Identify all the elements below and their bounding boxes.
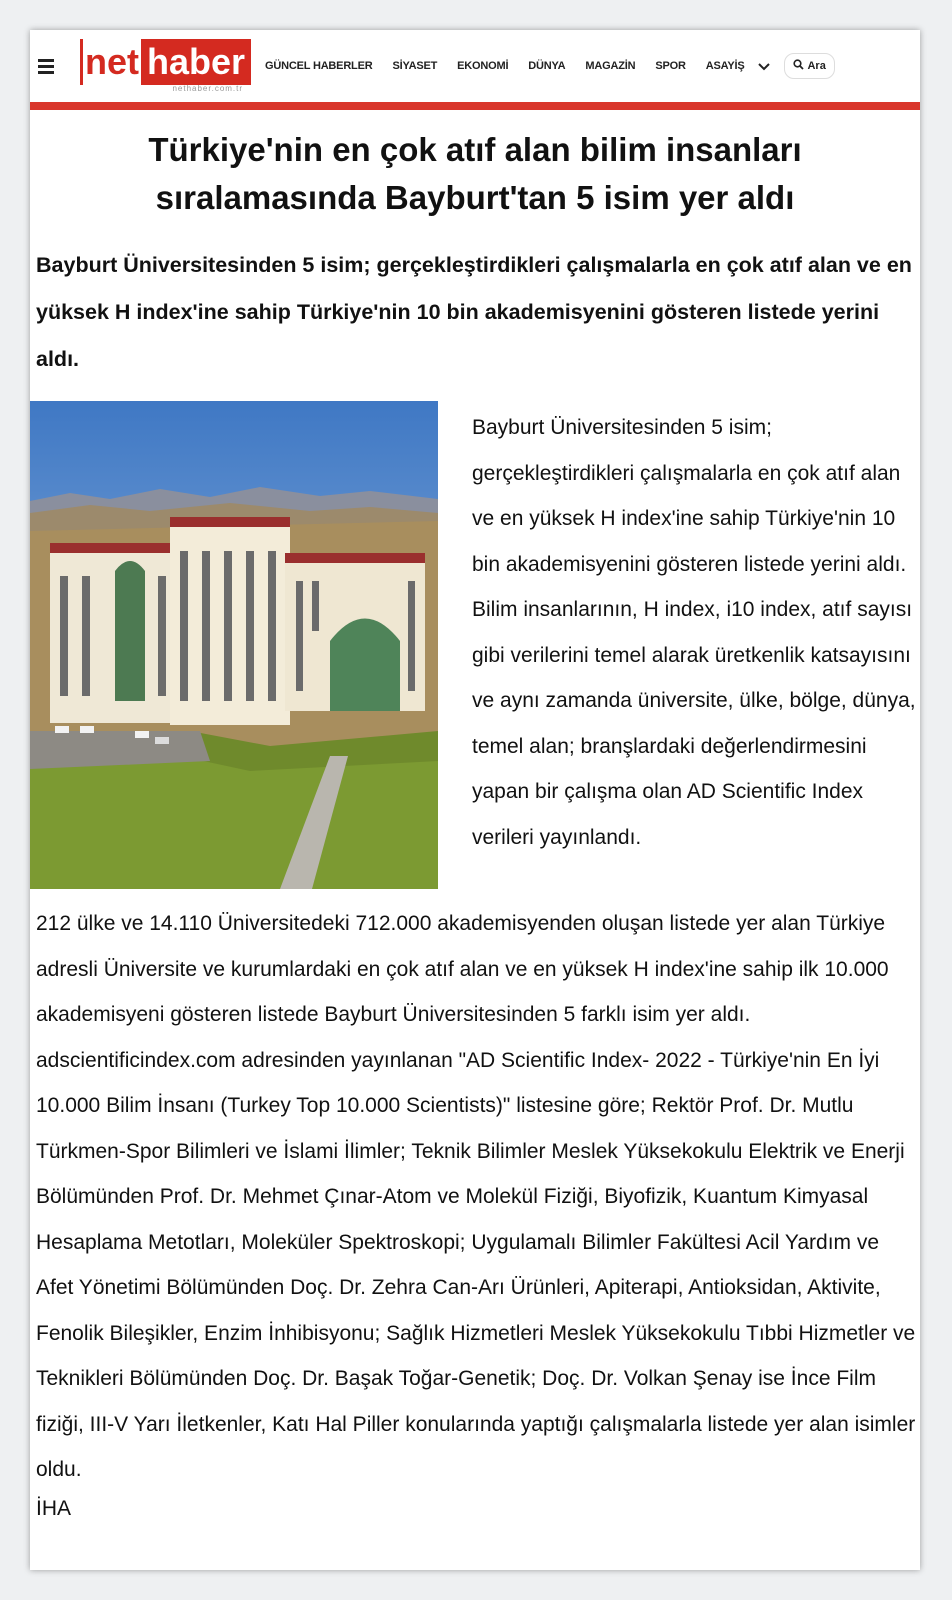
logo-haber: haber	[141, 39, 251, 85]
article-side-text	[472, 405, 920, 889]
nav-magazin[interactable]: MAGAZİN	[585, 60, 636, 72]
nav-guncel-haberler[interactable]: GÜNCEL HABERLER	[265, 60, 373, 72]
site-header	[30, 30, 920, 102]
search-label: Ara	[807, 60, 826, 72]
main-nav	[265, 60, 744, 72]
logo-net: net	[80, 39, 141, 85]
side-paragraph-2: Bilim insanlarının, H index, i10 index, atıf sayısı gibi verilerini temel alarak üretkenlik katsayısını ve aynı zamanda üniversite, ülke, bölge, dünya, temel alan; branşlardaki değerlendirmesini yapan bir çalışma olan AD Scientific Index verileri yayınlandı.	[472, 598, 916, 849]
side-paragraph-1: Bayburt Üniversitesinden 5 isim; gerçekleştirdikleri çalışmalarla en çok atıf alan ve en yüksek H index'ine sahip Türkiye'nin 10 bin akademisyenini gösteren listede yerini aldı.	[472, 416, 907, 576]
search-button[interactable]	[784, 53, 834, 79]
nav-spor[interactable]: SPOR	[655, 60, 686, 72]
chevron-down-icon[interactable]	[758, 58, 770, 74]
nav-asayis[interactable]: ASAYİŞ	[705, 60, 745, 72]
nav-dunya[interactable]: DÜNYA	[528, 60, 566, 72]
page-frame	[30, 30, 920, 1570]
logo-subtitle: nethaber.com.tr	[172, 84, 244, 93]
article-title: Türkiye'nin en çok atıf alan bilim insanları sıralamasında Bayburt'tan 5 isim yer aldı	[148, 131, 802, 216]
nav-ekonomi[interactable]: EKONOMİ	[457, 60, 509, 72]
menu-icon[interactable]	[38, 59, 54, 74]
search-icon	[793, 59, 804, 73]
header-accent-line	[30, 102, 920, 110]
article-body: 212 ülke ve 14.110 Üniversitedeki 712.000 akademisyenden oluşan listede yer alan Türkiye adresli Üniversite ve kurumlardaki en çok atıf alan ve en yüksek H index'ine sahip ilk 10.000 akademisyeni gösteren listede Bayburt Üniversitesinden 5 farklı isim yer aldı. adscientificindex.com adresinden yayınlanan "AD Scientific Index- 2022 - Türkiye'nin En İyi 10.000 Bilim İnsanı (Turkey Top 10.000 Scientists)" listesine göre; Rektör Prof. Dr. Mutlu Türkmen-Spor Bilimleri ve İslami İlimler; Teknik Bilimler Meslek Yüksekokulu Elektrik ve Enerji Bölümünden Prof. Dr. Mehmet Çınar-Atom ve Molekül Fiziği, Biyofizik, Kuantum Kimyasal Hesaplama Metotları, Moleküler Spektroskopi; Uygulamalı Bilimler Fakültesi Acil Yardım ve Afet Yönetimi Bölümünden Doç. Dr. Zehra Can-Arı Ürünleri, Apiterapi, Antioksidan, Aktivite, Fenolik Bileşikler, Enzim İnhibisyonu; Sağlık Hizmetleri Meslek Yüksekokulu Tıbbi Hizmetler ve Teknikleri Bölümünden Doç. Dr. Başak Toğar-Genetik; Doç. Dr. Volkan Şenay ise İnce Film fiziği, III-V Yarı İletkenler, Katı Hal Piller konularında yaptığı çalışmalarla listede yer alan isimler oldu.	[36, 912, 916, 1481]
article-spot: Bayburt Üniversitesinden 5 isim; gerçekleştirdikleri çalışmalarla en çok atıf alan ve en yüksek H index'ine sahip Türkiye'nin 10 bin akademisyenini gösteren listede yerini aldı.	[36, 253, 912, 371]
nav-siyaset[interactable]: SİYASET	[392, 60, 438, 72]
article-media-row	[30, 401, 920, 889]
article-source: İHA	[36, 1496, 72, 1520]
article-photo	[30, 401, 438, 889]
site-logo[interactable]	[80, 39, 251, 93]
